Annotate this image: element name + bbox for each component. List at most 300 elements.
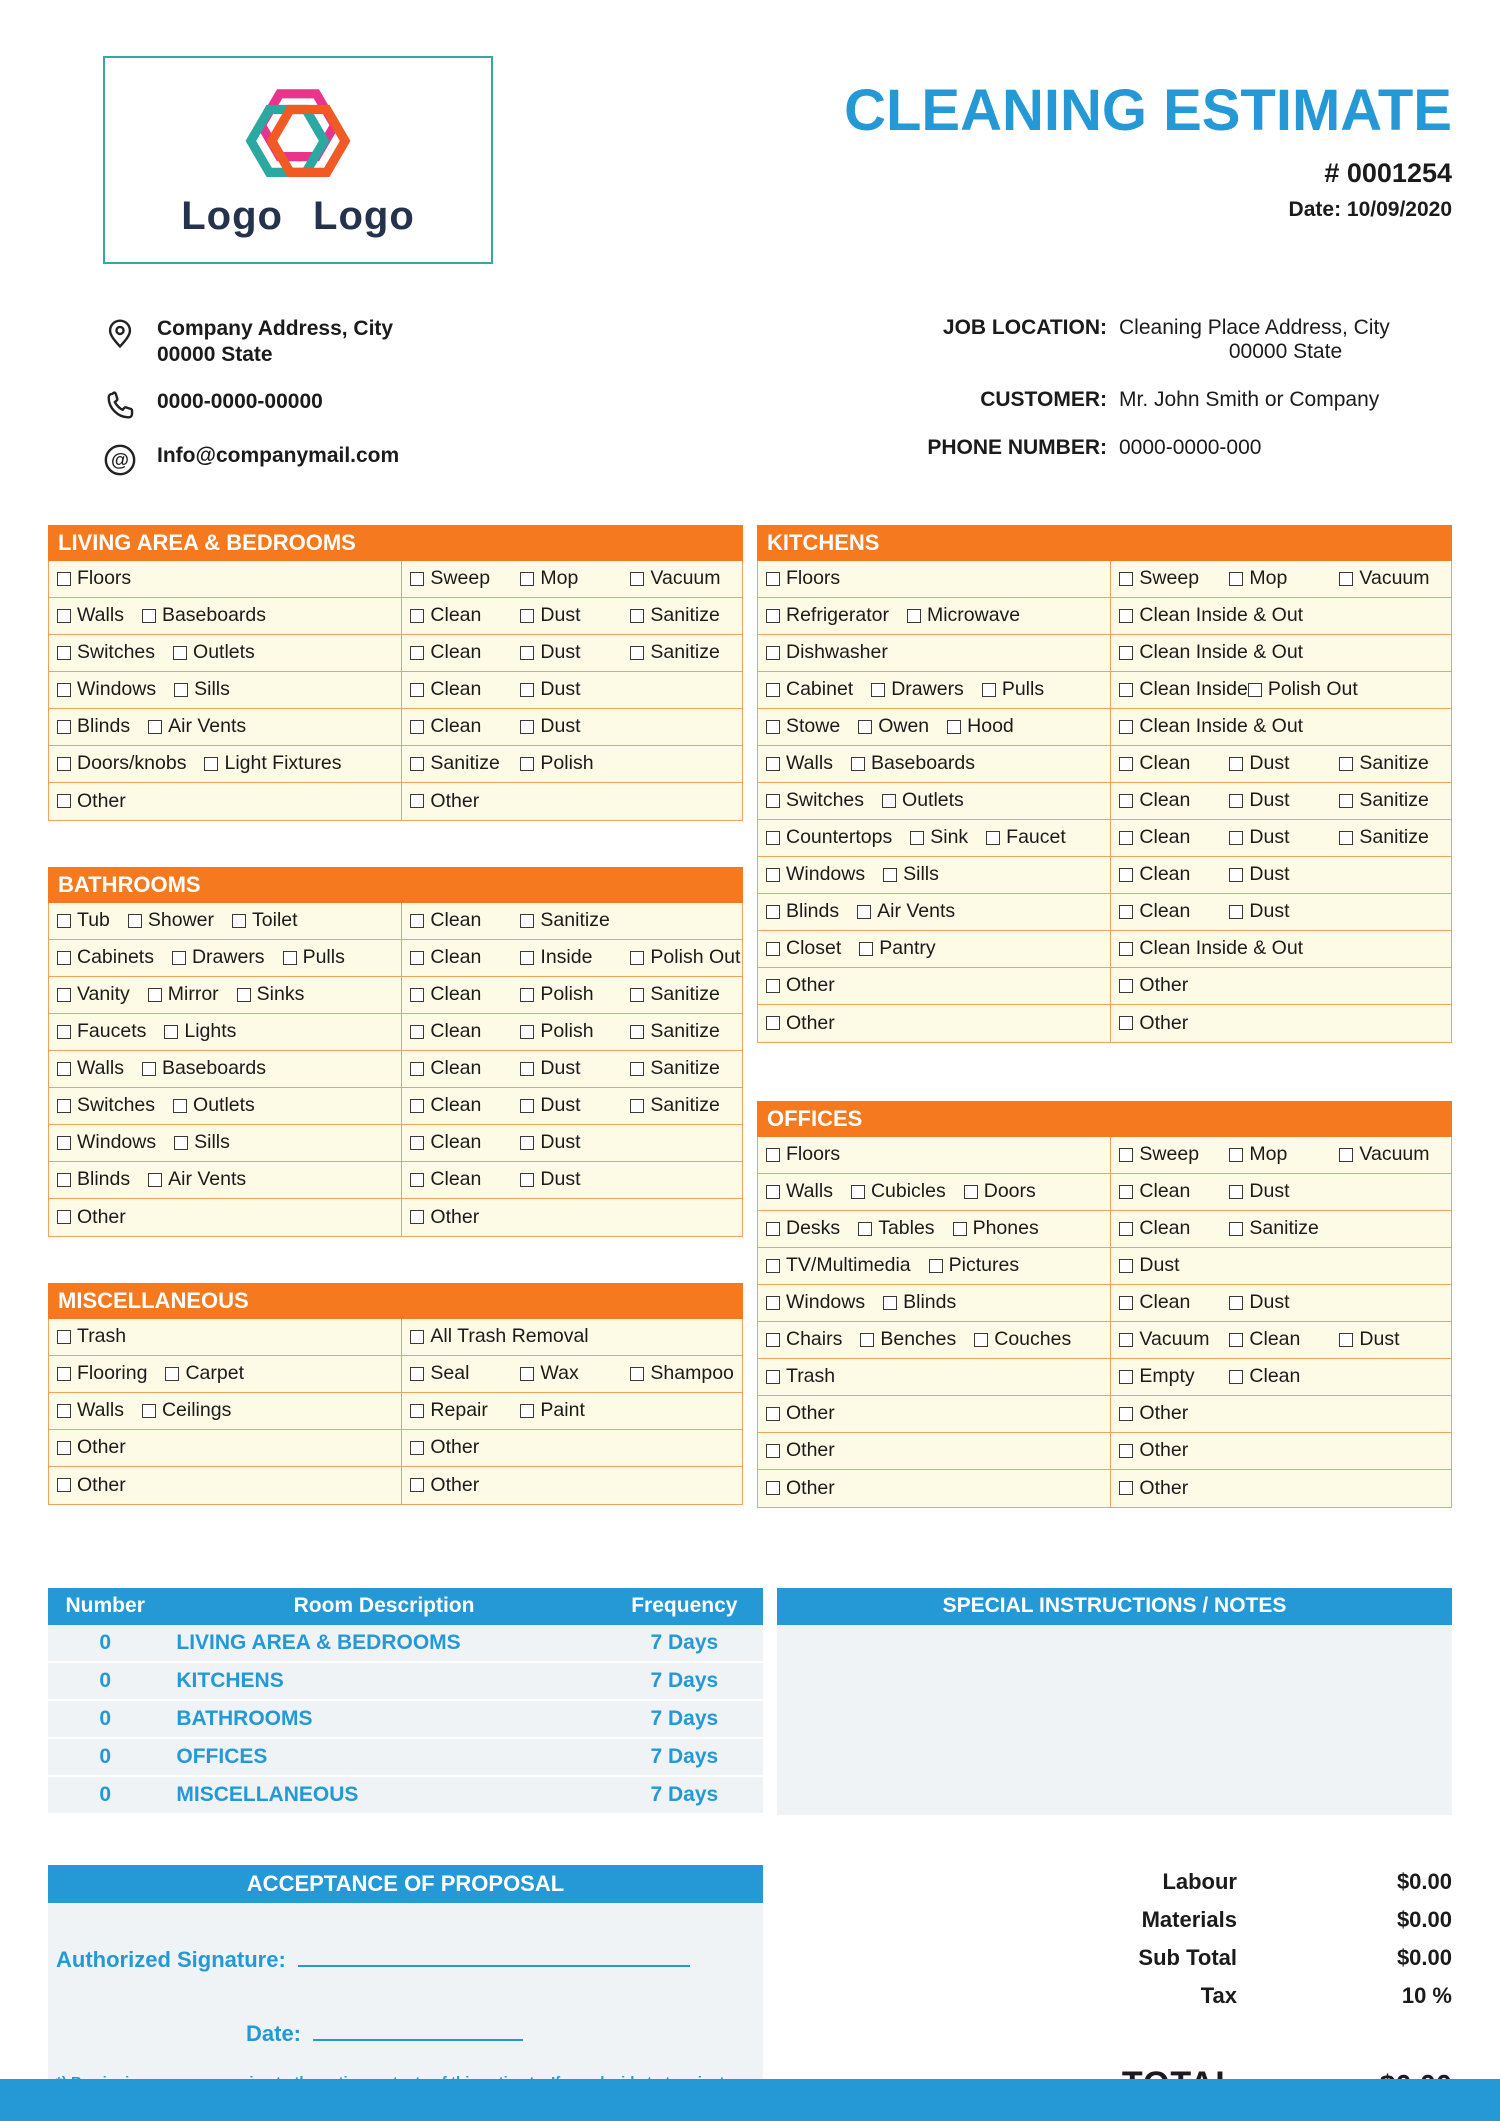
checkbox[interactable] xyxy=(520,572,534,586)
checkbox-option[interactable] xyxy=(57,909,110,932)
checkbox-option[interactable] xyxy=(1229,900,1339,923)
checkbox[interactable] xyxy=(142,1404,156,1418)
checkbox[interactable] xyxy=(1119,1333,1133,1347)
checkbox-option[interactable] xyxy=(172,946,265,969)
checkbox[interactable] xyxy=(1339,831,1353,845)
checkbox[interactable] xyxy=(630,609,644,623)
checkbox-option[interactable] xyxy=(766,1012,835,1035)
checkbox-option[interactable] xyxy=(947,715,1014,738)
checkbox-option[interactable] xyxy=(173,1094,255,1117)
checkbox[interactable] xyxy=(57,951,71,965)
checkbox-option[interactable] xyxy=(57,678,156,701)
checkbox-option[interactable] xyxy=(164,1020,236,1043)
checkbox-option[interactable] xyxy=(630,946,740,969)
checkbox[interactable] xyxy=(882,794,896,808)
checkbox-option[interactable] xyxy=(410,678,520,701)
checkbox[interactable] xyxy=(766,1148,780,1162)
checkbox-option[interactable] xyxy=(1229,1143,1339,1166)
checkbox[interactable] xyxy=(410,1367,424,1381)
checkbox-option[interactable] xyxy=(1229,1365,1339,1388)
checkbox-option[interactable] xyxy=(907,604,1020,627)
checkbox-option[interactable] xyxy=(57,1399,124,1422)
checkbox[interactable] xyxy=(766,1333,780,1347)
checkbox[interactable] xyxy=(986,831,1000,845)
checkbox-option[interactable] xyxy=(1119,1217,1229,1240)
checkbox-option[interactable] xyxy=(410,1131,520,1154)
checkbox-option[interactable] xyxy=(57,1094,155,1117)
checkbox[interactable] xyxy=(1119,1185,1133,1199)
checkbox-option[interactable] xyxy=(410,604,520,627)
checkbox[interactable] xyxy=(410,1478,424,1492)
checkbox[interactable] xyxy=(766,1296,780,1310)
checkbox[interactable] xyxy=(237,988,251,1002)
checkbox-option[interactable] xyxy=(128,909,214,932)
checkbox-option[interactable] xyxy=(520,1057,630,1080)
checkbox-option[interactable] xyxy=(1229,567,1339,590)
checkbox-option[interactable] xyxy=(1339,1328,1449,1351)
checkbox-option[interactable] xyxy=(1119,715,1303,738)
checkbox[interactable] xyxy=(766,1016,780,1030)
checkbox-option[interactable] xyxy=(766,900,839,923)
checkbox[interactable] xyxy=(410,609,424,623)
checkbox[interactable] xyxy=(1119,794,1133,808)
checkbox-option[interactable] xyxy=(142,1399,231,1422)
checkbox-option[interactable] xyxy=(982,678,1044,701)
checkbox[interactable] xyxy=(883,868,897,882)
checkbox[interactable] xyxy=(57,1136,71,1150)
checkbox-option[interactable] xyxy=(871,678,964,701)
checkbox[interactable] xyxy=(766,757,780,771)
checkbox[interactable] xyxy=(57,1099,71,1113)
checkbox-option[interactable] xyxy=(520,946,630,969)
checkbox-option[interactable] xyxy=(1229,826,1339,849)
checkbox[interactable] xyxy=(148,988,162,1002)
checkbox[interactable] xyxy=(858,720,872,734)
checkbox[interactable] xyxy=(766,1407,780,1421)
checkbox-option[interactable] xyxy=(766,567,840,590)
checkbox[interactable] xyxy=(974,1333,988,1347)
checkbox[interactable] xyxy=(410,1210,424,1224)
checkbox-option[interactable] xyxy=(1119,567,1229,590)
checkbox[interactable] xyxy=(1229,868,1243,882)
checkbox-option[interactable] xyxy=(1229,1217,1339,1240)
checkbox-option[interactable] xyxy=(57,715,130,738)
checkbox[interactable] xyxy=(766,572,780,586)
checkbox[interactable] xyxy=(410,646,424,660)
checkbox-option[interactable] xyxy=(57,1474,126,1497)
checkbox-option[interactable] xyxy=(1229,863,1339,886)
checkbox[interactable] xyxy=(766,1370,780,1384)
checkbox-option[interactable] xyxy=(57,1057,124,1080)
checkbox[interactable] xyxy=(1119,1444,1133,1458)
checkbox-option[interactable] xyxy=(410,1057,520,1080)
checkbox[interactable] xyxy=(520,1404,534,1418)
checkbox[interactable] xyxy=(766,942,780,956)
checkbox-option[interactable] xyxy=(410,567,520,590)
checkbox-option[interactable] xyxy=(57,1362,147,1385)
summary-frequency[interactable]: 7 Days xyxy=(650,1668,719,1692)
checkbox[interactable] xyxy=(630,572,644,586)
checkbox-option[interactable] xyxy=(766,1254,911,1277)
checkbox-option[interactable] xyxy=(173,641,255,664)
checkbox[interactable] xyxy=(1119,683,1133,697)
checkbox-option[interactable] xyxy=(630,1094,740,1117)
checkbox[interactable] xyxy=(1119,1407,1133,1421)
checkbox[interactable] xyxy=(165,1367,179,1381)
summary-frequency[interactable]: 7 Days xyxy=(650,1706,719,1730)
summary-number[interactable]: 0 xyxy=(99,1630,112,1654)
checkbox[interactable] xyxy=(57,646,71,660)
checkbox[interactable] xyxy=(520,1367,534,1381)
checkbox[interactable] xyxy=(907,609,921,623)
checkbox[interactable] xyxy=(766,831,780,845)
checkbox-option[interactable] xyxy=(57,1325,126,1348)
checkbox-option[interactable] xyxy=(1119,1254,1229,1277)
checkbox[interactable] xyxy=(766,720,780,734)
checkbox-option[interactable] xyxy=(57,1168,130,1191)
checkbox[interactable] xyxy=(410,794,424,808)
checkbox-option[interactable] xyxy=(766,1328,842,1351)
checkbox-option[interactable] xyxy=(883,1291,956,1314)
checkbox-option[interactable] xyxy=(766,974,835,997)
checkbox-option[interactable] xyxy=(520,567,630,590)
checkbox-option[interactable] xyxy=(630,604,740,627)
checkbox[interactable] xyxy=(766,1185,780,1199)
checkbox[interactable] xyxy=(630,1062,644,1076)
checkbox[interactable] xyxy=(174,683,188,697)
checkbox[interactable] xyxy=(860,1333,874,1347)
checkbox[interactable] xyxy=(520,757,534,771)
checkbox[interactable] xyxy=(982,683,996,697)
checkbox[interactable] xyxy=(1119,757,1133,771)
checkbox-option[interactable] xyxy=(57,1020,146,1043)
checkbox-option[interactable] xyxy=(410,1168,520,1191)
checkbox-option[interactable] xyxy=(520,641,630,664)
summary-number[interactable]: 0 xyxy=(99,1782,112,1806)
checkbox-option[interactable] xyxy=(766,789,864,812)
checkbox[interactable] xyxy=(1229,831,1243,845)
checkbox[interactable] xyxy=(630,988,644,1002)
checkbox-option[interactable] xyxy=(1119,1439,1229,1462)
checkbox-option[interactable] xyxy=(1229,1328,1339,1351)
checkbox-option[interactable] xyxy=(1119,1291,1229,1314)
checkbox[interactable] xyxy=(1119,1370,1133,1384)
checkbox-option[interactable] xyxy=(630,567,740,590)
checkbox[interactable] xyxy=(57,1441,71,1455)
checkbox-option[interactable] xyxy=(1119,1402,1229,1425)
checkbox-option[interactable] xyxy=(766,1180,833,1203)
checkbox-option[interactable] xyxy=(1119,1012,1229,1035)
checkbox-option[interactable] xyxy=(410,752,520,775)
checkbox-option[interactable] xyxy=(766,752,833,775)
checkbox-option[interactable] xyxy=(520,983,630,1006)
checkbox[interactable] xyxy=(1119,1016,1133,1030)
checkbox-option[interactable] xyxy=(953,1217,1039,1240)
checkbox-option[interactable] xyxy=(57,752,186,775)
checkbox-option[interactable] xyxy=(57,567,131,590)
checkbox[interactable] xyxy=(57,757,71,771)
checkbox[interactable] xyxy=(57,1062,71,1076)
checkbox-option[interactable] xyxy=(859,937,935,960)
checkbox[interactable] xyxy=(164,1025,178,1039)
checkbox-option[interactable] xyxy=(57,946,154,969)
checkbox[interactable] xyxy=(766,646,780,660)
checkbox[interactable] xyxy=(520,914,534,928)
checkbox-option[interactable] xyxy=(766,715,840,738)
checkbox[interactable] xyxy=(1119,942,1133,956)
checkbox[interactable] xyxy=(1119,609,1133,623)
checkbox-option[interactable] xyxy=(410,641,520,664)
checkbox[interactable] xyxy=(851,1185,865,1199)
checkbox[interactable] xyxy=(630,1025,644,1039)
checkbox-option[interactable] xyxy=(858,1217,934,1240)
checkbox-option[interactable] xyxy=(410,946,520,969)
checkbox[interactable] xyxy=(766,868,780,882)
checkbox-option[interactable] xyxy=(860,1328,956,1351)
checkbox-option[interactable] xyxy=(410,1325,588,1348)
checkbox-option[interactable] xyxy=(851,1180,946,1203)
checkbox-option[interactable] xyxy=(1119,1328,1229,1351)
checkbox[interactable] xyxy=(1229,1296,1243,1310)
checkbox-option[interactable] xyxy=(410,790,520,813)
checkbox[interactable] xyxy=(520,1062,534,1076)
checkbox-option[interactable] xyxy=(766,1365,835,1388)
checkbox-option[interactable] xyxy=(882,789,964,812)
checkbox-option[interactable] xyxy=(1119,937,1303,960)
checkbox-option[interactable] xyxy=(1339,789,1449,812)
checkbox[interactable] xyxy=(953,1222,967,1236)
checkbox[interactable] xyxy=(766,979,780,993)
checkbox[interactable] xyxy=(1119,905,1133,919)
checkbox[interactable] xyxy=(1229,757,1243,771)
checkbox[interactable] xyxy=(172,951,186,965)
checkbox[interactable] xyxy=(883,1296,897,1310)
checkbox[interactable] xyxy=(57,1404,71,1418)
checkbox-option[interactable] xyxy=(857,900,955,923)
checkbox[interactable] xyxy=(1229,794,1243,808)
checkbox[interactable] xyxy=(520,951,534,965)
summary-number[interactable]: 0 xyxy=(99,1744,112,1768)
checkbox-option[interactable] xyxy=(1119,1143,1229,1166)
checkbox[interactable] xyxy=(1339,794,1353,808)
checkbox-option[interactable] xyxy=(237,983,305,1006)
checkbox[interactable] xyxy=(410,1441,424,1455)
checkbox-option[interactable] xyxy=(1339,826,1449,849)
checkbox[interactable] xyxy=(142,1062,156,1076)
checkbox[interactable] xyxy=(57,1173,71,1187)
checkbox-option[interactable] xyxy=(929,1254,1019,1277)
checkbox-option[interactable] xyxy=(1119,974,1229,997)
checkbox-option[interactable] xyxy=(410,909,520,932)
checkbox[interactable] xyxy=(148,720,162,734)
checkbox-option[interactable] xyxy=(232,909,298,932)
checkbox-option[interactable] xyxy=(1119,863,1229,886)
checkbox[interactable] xyxy=(1339,572,1353,586)
checkbox-option[interactable] xyxy=(630,983,740,1006)
checkbox-option[interactable] xyxy=(1229,789,1339,812)
checkbox-option[interactable] xyxy=(883,863,939,886)
checkbox[interactable] xyxy=(128,914,142,928)
checkbox-option[interactable] xyxy=(142,604,266,627)
checkbox-option[interactable] xyxy=(858,715,929,738)
checkbox[interactable] xyxy=(766,1259,780,1273)
checkbox[interactable] xyxy=(57,1210,71,1224)
checkbox[interactable] xyxy=(929,1259,943,1273)
checkbox-option[interactable] xyxy=(1229,1180,1339,1203)
checkbox[interactable] xyxy=(57,609,71,623)
checkbox-option[interactable] xyxy=(165,1362,244,1385)
checkbox[interactable] xyxy=(204,757,218,771)
checkbox[interactable] xyxy=(1119,1148,1133,1162)
checkbox[interactable] xyxy=(851,757,865,771)
checkbox[interactable] xyxy=(630,1099,644,1113)
checkbox-option[interactable] xyxy=(148,1168,246,1191)
checkbox-option[interactable] xyxy=(1119,789,1229,812)
checkbox[interactable] xyxy=(173,646,187,660)
checkbox[interactable] xyxy=(1119,646,1133,660)
checkbox-option[interactable] xyxy=(520,1168,630,1191)
checkbox-option[interactable] xyxy=(520,1020,630,1043)
signature-line[interactable] xyxy=(298,1943,690,1967)
checkbox-option[interactable] xyxy=(851,752,975,775)
checkbox-option[interactable] xyxy=(520,1399,630,1422)
checkbox[interactable] xyxy=(142,609,156,623)
checkbox[interactable] xyxy=(520,988,534,1002)
checkbox-option[interactable] xyxy=(974,1328,1071,1351)
checkbox[interactable] xyxy=(1229,1185,1243,1199)
checkbox[interactable] xyxy=(57,720,71,734)
checkbox-option[interactable] xyxy=(1119,641,1303,664)
checkbox[interactable] xyxy=(410,757,424,771)
checkbox-option[interactable] xyxy=(1339,1143,1449,1166)
checkbox[interactable] xyxy=(871,683,885,697)
checkbox-option[interactable] xyxy=(766,863,865,886)
checkbox[interactable] xyxy=(766,794,780,808)
special-instructions-area[interactable] xyxy=(777,1625,1452,1815)
checkbox-option[interactable] xyxy=(57,790,126,813)
checkbox[interactable] xyxy=(1229,1333,1243,1347)
checkbox[interactable] xyxy=(410,1025,424,1039)
date-line[interactable] xyxy=(313,2017,523,2041)
checkbox-option[interactable] xyxy=(410,1474,520,1497)
checkbox-option[interactable] xyxy=(148,715,246,738)
checkbox-option[interactable] xyxy=(410,1020,520,1043)
checkbox[interactable] xyxy=(57,914,71,928)
checkbox-option[interactable] xyxy=(520,715,630,738)
summary-frequency[interactable]: 7 Days xyxy=(650,1744,719,1768)
checkbox[interactable] xyxy=(858,1222,872,1236)
checkbox[interactable] xyxy=(630,646,644,660)
checkbox-option[interactable] xyxy=(410,1206,520,1229)
checkbox-option[interactable] xyxy=(630,641,740,664)
checkbox[interactable] xyxy=(1229,572,1243,586)
checkbox[interactable] xyxy=(630,1367,644,1381)
checkbox-option[interactable] xyxy=(1119,1477,1229,1500)
checkbox[interactable] xyxy=(174,1136,188,1150)
checkbox[interactable] xyxy=(520,609,534,623)
checkbox[interactable] xyxy=(410,951,424,965)
checkbox-option[interactable] xyxy=(766,678,853,701)
checkbox-option[interactable] xyxy=(1229,752,1339,775)
checkbox-option[interactable] xyxy=(766,937,841,960)
checkbox[interactable] xyxy=(520,646,534,660)
checkbox[interactable] xyxy=(766,1481,780,1495)
checkbox-option[interactable] xyxy=(766,1217,840,1240)
checkbox-option[interactable] xyxy=(766,1439,835,1462)
checkbox[interactable] xyxy=(410,1062,424,1076)
checkbox[interactable] xyxy=(1339,757,1353,771)
checkbox-option[interactable] xyxy=(57,1436,126,1459)
checkbox[interactable] xyxy=(766,683,780,697)
checkbox[interactable] xyxy=(410,914,424,928)
checkbox-option[interactable] xyxy=(204,752,341,775)
checkbox-option[interactable] xyxy=(410,1399,520,1422)
checkbox[interactable] xyxy=(1119,868,1133,882)
checkbox[interactable] xyxy=(57,572,71,586)
checkbox[interactable] xyxy=(410,1330,424,1344)
checkbox[interactable] xyxy=(766,1444,780,1458)
checkbox[interactable] xyxy=(910,831,924,845)
checkbox[interactable] xyxy=(1119,1296,1133,1310)
summary-number[interactable]: 0 xyxy=(99,1668,112,1692)
summary-number[interactable]: 0 xyxy=(99,1706,112,1730)
checkbox-option[interactable] xyxy=(766,1291,865,1314)
checkbox[interactable] xyxy=(1119,572,1133,586)
checkbox-option[interactable] xyxy=(630,1362,740,1385)
checkbox-option[interactable] xyxy=(1119,752,1229,775)
checkbox-option[interactable] xyxy=(766,826,892,849)
checkbox[interactable] xyxy=(1119,1222,1133,1236)
checkbox-option[interactable] xyxy=(57,604,124,627)
checkbox[interactable] xyxy=(630,951,644,965)
checkbox[interactable] xyxy=(1229,1148,1243,1162)
summary-frequency[interactable]: 7 Days xyxy=(650,1630,719,1654)
checkbox[interactable] xyxy=(410,572,424,586)
checkbox-option[interactable] xyxy=(174,678,230,701)
checkbox-option[interactable] xyxy=(910,826,968,849)
checkbox[interactable] xyxy=(964,1185,978,1199)
checkbox[interactable] xyxy=(766,905,780,919)
checkbox-option[interactable] xyxy=(630,1057,740,1080)
checkbox-option[interactable] xyxy=(520,1094,630,1117)
checkbox[interactable] xyxy=(1229,1370,1243,1384)
checkbox-option[interactable] xyxy=(1229,1291,1339,1314)
checkbox[interactable] xyxy=(1119,979,1133,993)
checkbox-option[interactable] xyxy=(1119,900,1229,923)
checkbox[interactable] xyxy=(859,942,873,956)
checkbox-option[interactable] xyxy=(520,604,630,627)
checkbox[interactable] xyxy=(410,1404,424,1418)
checkbox-option[interactable] xyxy=(766,1143,840,1166)
checkbox-option[interactable] xyxy=(986,826,1066,849)
checkbox[interactable] xyxy=(232,914,246,928)
checkbox-option[interactable] xyxy=(410,1094,520,1117)
checkbox[interactable] xyxy=(410,1099,424,1113)
checkbox-option[interactable] xyxy=(630,1020,740,1043)
checkbox[interactable] xyxy=(1248,683,1262,697)
checkbox-option[interactable] xyxy=(142,1057,266,1080)
checkbox[interactable] xyxy=(520,1025,534,1039)
checkbox-option[interactable] xyxy=(148,983,219,1006)
checkbox[interactable] xyxy=(1119,1259,1133,1273)
checkbox-option[interactable] xyxy=(410,983,520,1006)
checkbox-option[interactable] xyxy=(1248,678,1358,701)
checkbox[interactable] xyxy=(410,683,424,697)
checkbox[interactable] xyxy=(766,609,780,623)
checkbox-option[interactable] xyxy=(1119,604,1303,627)
checkbox-option[interactable] xyxy=(57,1131,156,1154)
checkbox-option[interactable] xyxy=(410,715,520,738)
